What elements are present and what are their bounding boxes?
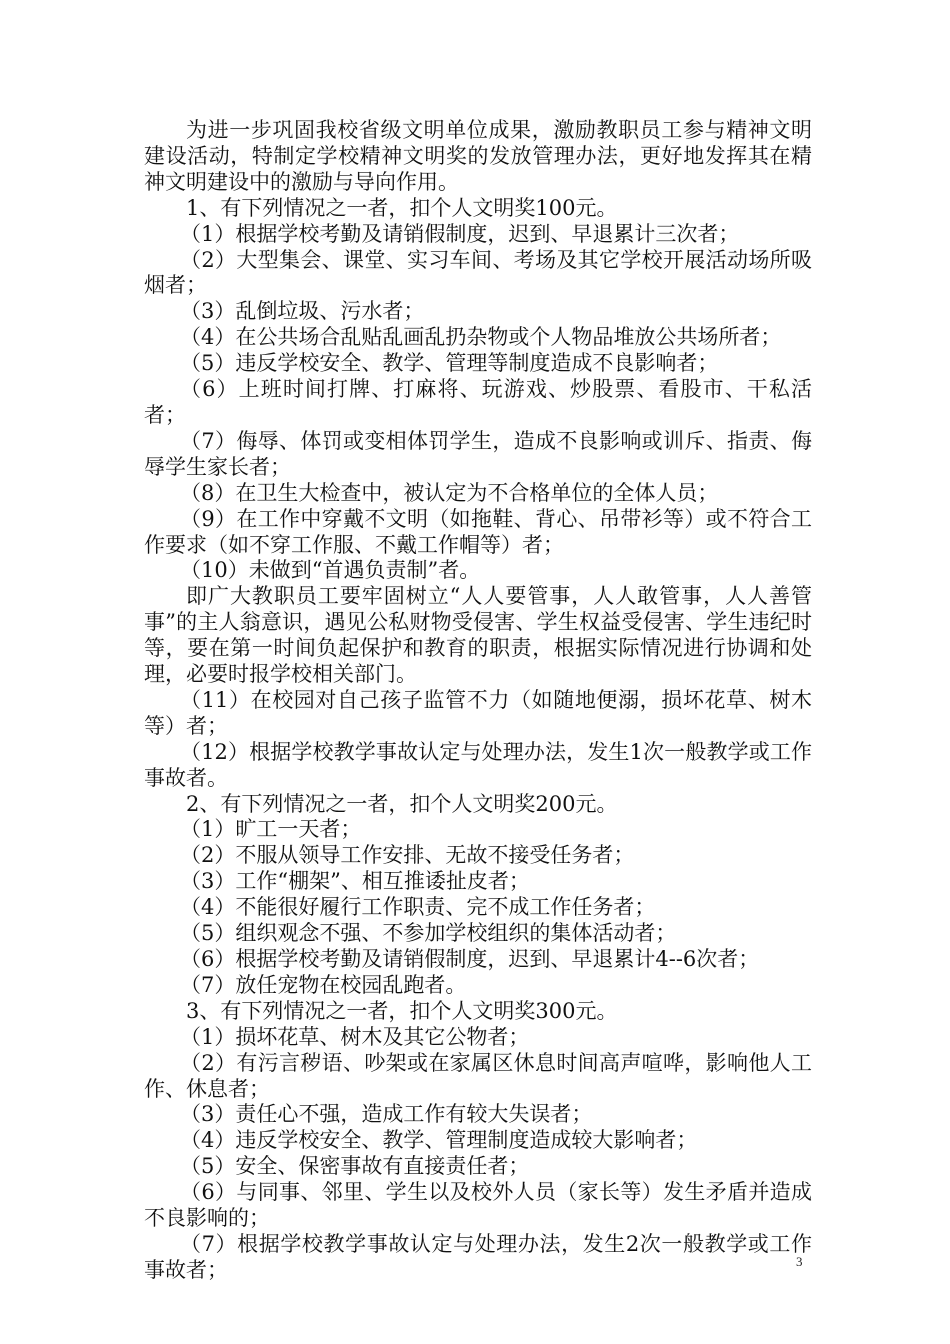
paragraph: 2、有下列情况之一者，扣个人文明奖200元。: [186, 791, 618, 816]
paragraph: （1）旷工一天者；: [180, 817, 362, 842]
paragraph: （9）在工作中穿戴不文明（如拖鞋、背心、吊带衫等）或不符合工作要求（如不穿工作服、不戴工作帽等）者；: [144, 506, 812, 557]
paragraph: （5）安全、保密事故有直接责任者；: [180, 1154, 530, 1179]
paragraph: （2）不服从领导工作安排、无故不接受任务者；: [180, 843, 635, 868]
paragraph: （4）违反学校安全、教学、管理制度造成较大影响者；: [180, 1128, 698, 1153]
paragraph: （3）乱倒垃圾、污水者；: [180, 299, 425, 324]
paragraph: 1、有下列情况之一者，扣个人文明奖100元。: [186, 195, 618, 220]
paragraph: （12）根据学校教学事故认定与处理办法，发生1次一般教学或工作事故者。: [144, 739, 812, 790]
paragraph: （6）根据学校考勤及请销假制度，迟到、早退累计4--6次者；: [180, 947, 760, 971]
paragraph: （5）组织观念不强、不参加学校组织的集体活动者；: [180, 921, 677, 946]
paragraph: （7）侮辱、体罚或变相体罚学生，造成不良影响或训斥、指责、侮辱学生家长者；: [144, 428, 812, 479]
paragraph: （1）根据学校考勤及请销假制度，迟到、早退累计三次者；: [180, 221, 740, 246]
paragraph: （4）在公共场合乱贴乱画乱扔杂物或个人物品堆放公共场所者；: [180, 325, 782, 350]
paragraph: （6）上班时间打牌、打麻将、玩游戏、炒股票、看股市、干私活者；: [144, 377, 812, 427]
paragraph: （2）有污言秽语、吵架或在家属区休息时间高声喧哗，影响他人工作、休息者；: [144, 1050, 812, 1101]
paragraph: （7）放任宠物在校园乱跑者。: [180, 972, 467, 997]
paragraph: 3、有下列情况之一者，扣个人文明奖300元。: [186, 998, 618, 1023]
paragraph: （6）与同事、邻里、学生以及校外人员（家长等）发生矛盾并造成不良影响的；: [144, 1180, 812, 1231]
page-number: 3: [796, 1254, 803, 1269]
paragraph: （2）大型集会、课堂、实习车间、考场及其它学校开展活动场所吸烟者；: [144, 247, 812, 298]
paragraph: （7）根据学校教学事故认定与处理办法，发生2次一般教学或工作事故者；: [144, 1231, 812, 1282]
paragraph: （8）在卫生大检查中，被认定为不合格单位的全体人员；: [180, 480, 719, 505]
paragraph: （10）未做到“首遇负责制”者。: [180, 558, 481, 583]
paragraph: （11）在校园对自己孩子监管不力（如随地便溺，损坏花草、树木等）者；: [144, 687, 812, 738]
document-body: [144, 118, 812, 1284]
paragraph: （3）责任心不强，造成工作有较大失误者；: [180, 1102, 593, 1127]
paragraph: 为进一步巩固我校省级文明单位成果，激励教职员工参与精神文明建设活动，特制定学校精神文明奖的发放管理办法，更好地发挥其在精神文明建设中的激励与导向作用。: [144, 118, 812, 194]
paragraph: （1）损坏花草、树木及其它公物者；: [180, 1024, 530, 1049]
paragraph: （3）工作“棚架”、相互推诿扯皮者；: [180, 869, 530, 894]
paragraph: （5）违反学校安全、教学、管理等制度造成不良影响者；: [180, 351, 719, 376]
paragraph: （4）不能很好履行工作职责、完不成工作任务者；: [180, 895, 656, 920]
paragraph: 即广大教职员工要牢固树立“人人要管事，人人敢管事，人人善管事”的主人翁意识，遇见公私财物受侵害、学生权益受侵害、学生违纪时等，要在第一时间负起保护和教育的职责，根据实际情况进行协调和处理，必要时报学校相关部门。: [144, 584, 812, 687]
